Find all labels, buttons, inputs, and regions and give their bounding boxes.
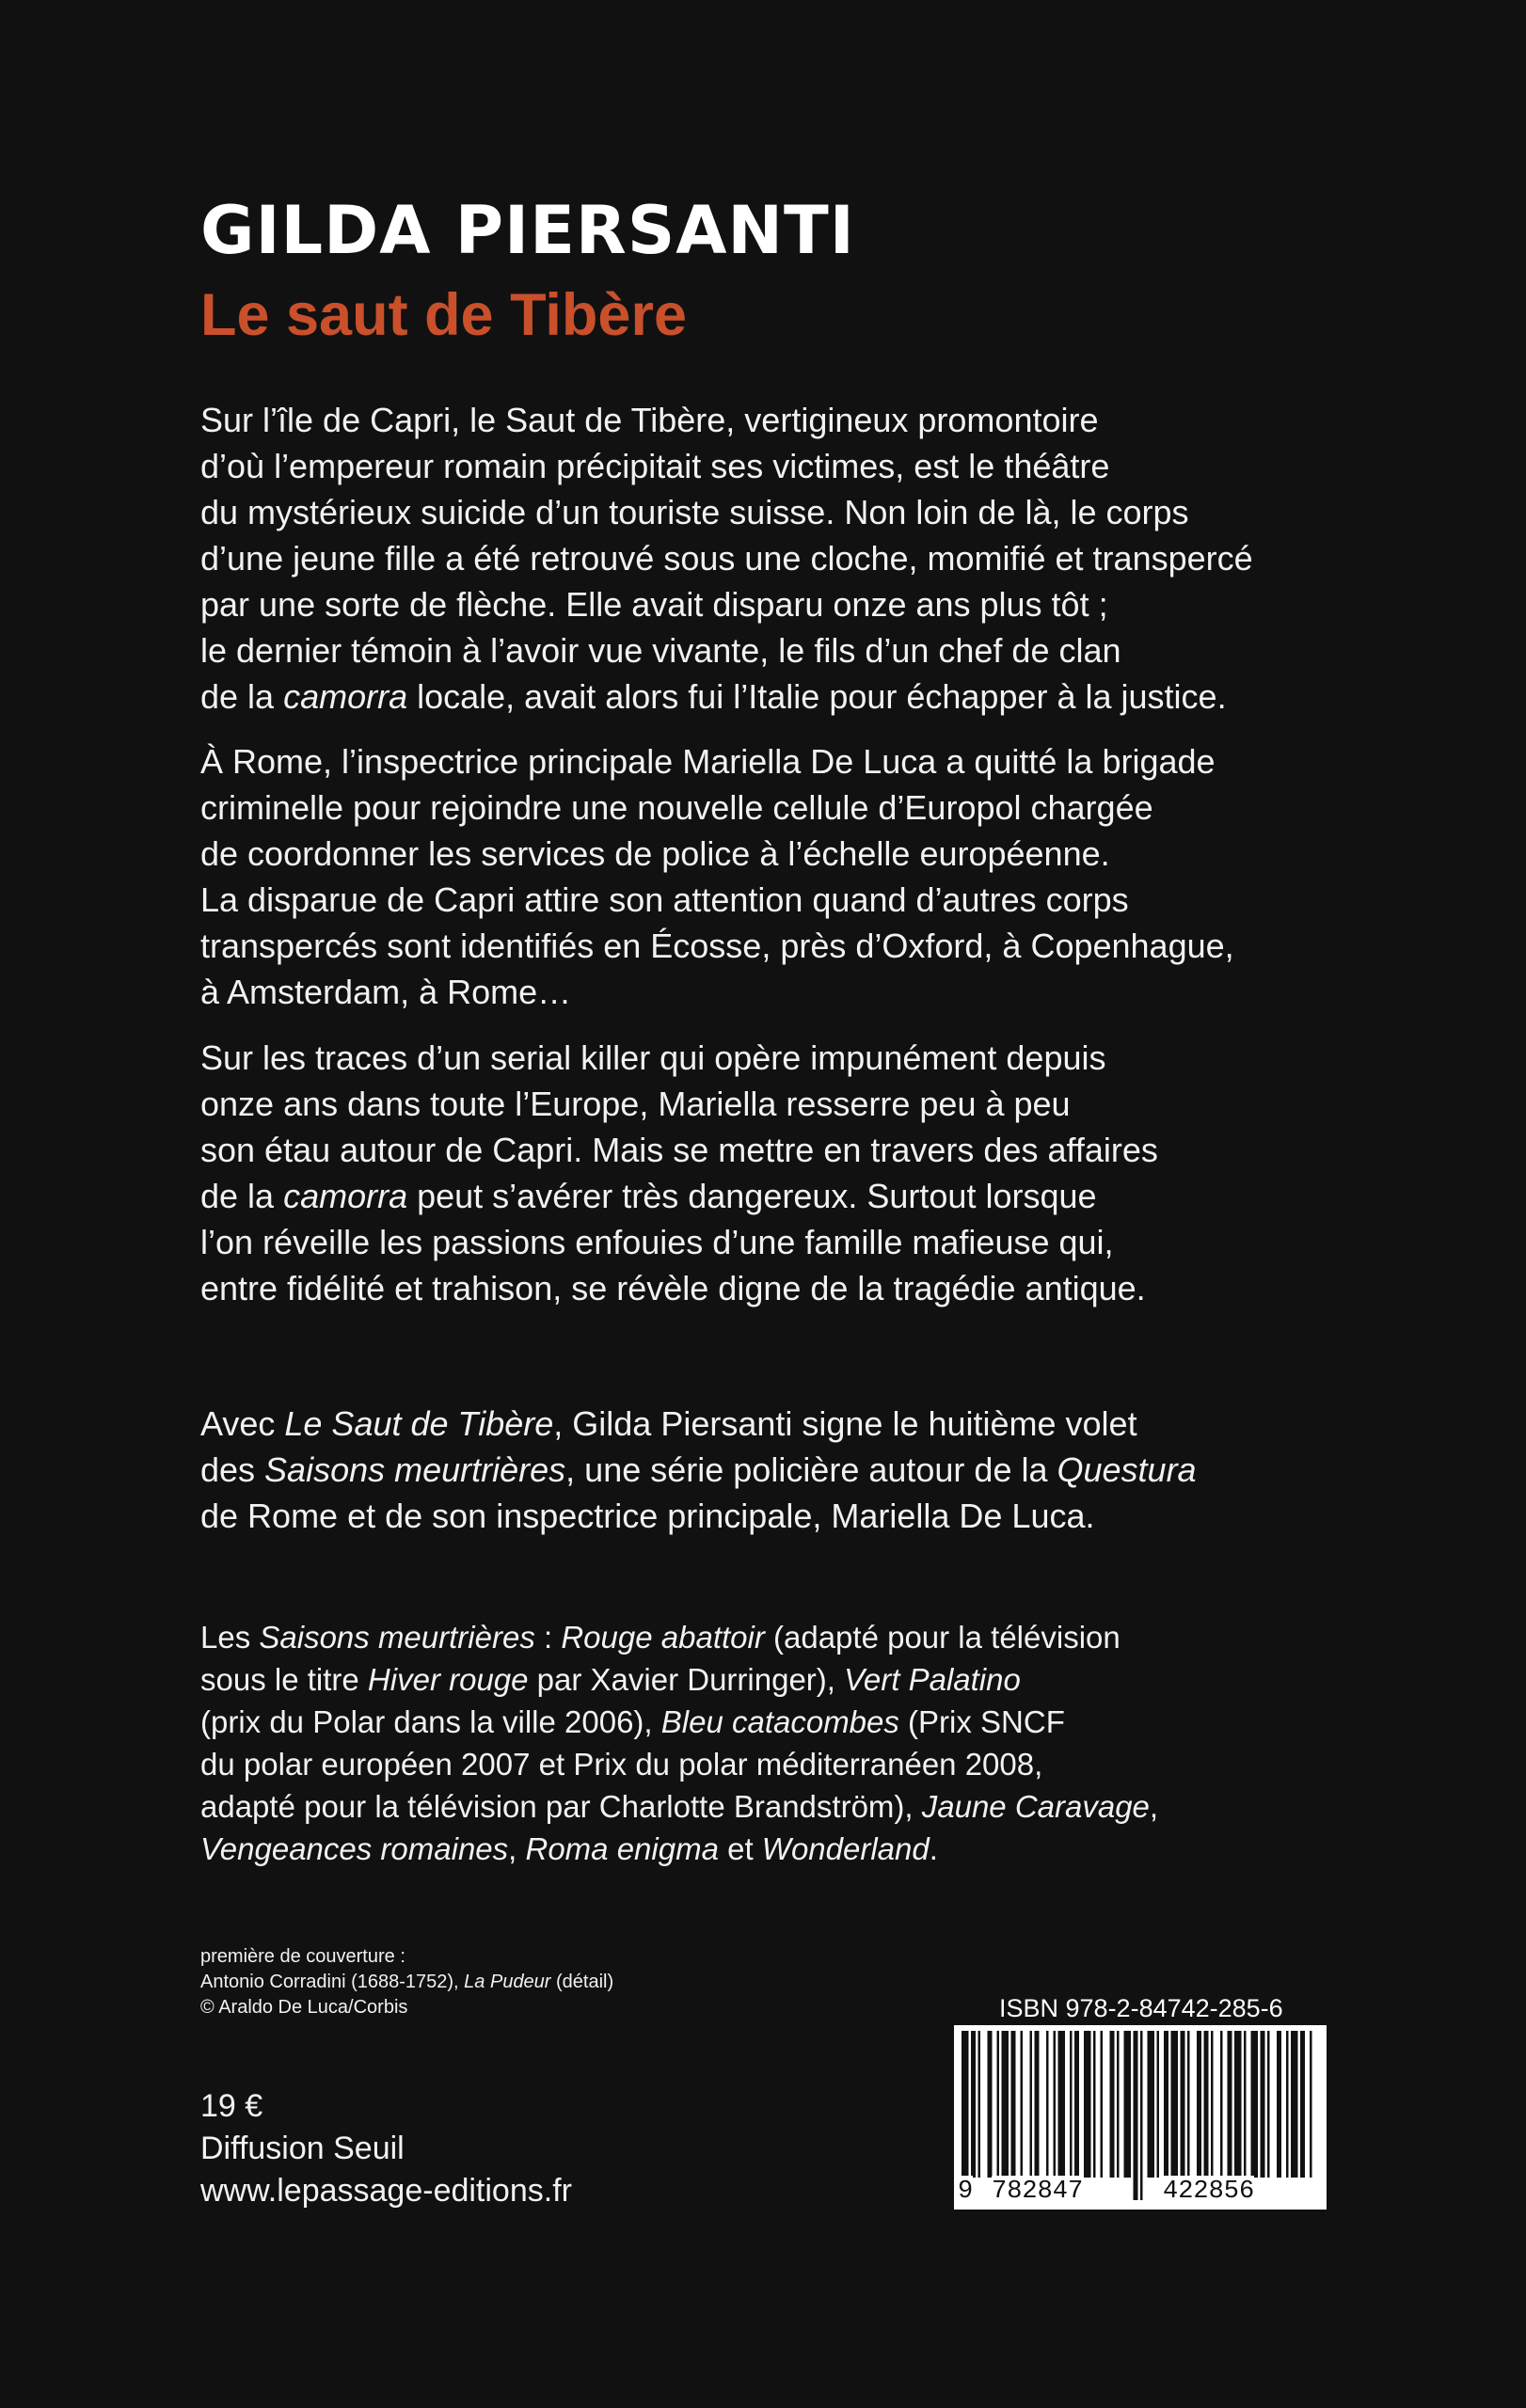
text-line: de Rome et de son inspectrice principale, Mariella De Luca. [200, 1497, 1095, 1535]
text-line: son étau autour de Capri. Mais se mettre en travers des affaires [200, 1131, 1158, 1169]
text-line: adapté pour la télévision par Charlotte Brandström), Jaune Caravage, [200, 1789, 1159, 1824]
publisher-website: www.lepassage-editions.fr [200, 2173, 572, 2209]
text-line: © Araldo De Luca/Corbis [200, 1997, 408, 2018]
barcode-bar [1261, 2031, 1265, 2178]
barcode-bar [1021, 2031, 1024, 2178]
barcode-bar [962, 2031, 969, 2200]
barcode-bar [1204, 2031, 1209, 2178]
barcode-bar [1181, 2031, 1185, 2178]
barcode-bar [1286, 2031, 1289, 2178]
text-line: La disparue de Capri attire son attention quand d’autres corps [200, 880, 1129, 919]
text-line: Les Saisons meurtrières : Rouge abattoir (adapté pour la télévision [200, 1620, 1121, 1655]
barcode-bar [1070, 2031, 1073, 2178]
barcode-bar [1110, 2031, 1115, 2178]
text-line: (prix du Polar dans la ville 2006), Bleu catacombes (Prix SNCF [200, 1704, 1065, 1739]
barcode-bar [1011, 2031, 1016, 2178]
barcode-bar [1002, 2031, 1009, 2178]
barcode-bar [1164, 2031, 1168, 2178]
synopsis-paragraph-2 [200, 738, 1423, 1015]
text-line: de la camorra peut s’avérer très dangereux. Surtout lorsque [200, 1177, 1097, 1215]
barcode-bar [1140, 2031, 1143, 2200]
series-note [200, 1401, 1423, 1539]
barcode-digits-left: 782847 [992, 2178, 1084, 2206]
book-title: Le saut de Tibère [200, 282, 688, 348]
barcode-bar [1197, 2031, 1201, 2178]
barcode-bar [1134, 2031, 1138, 2200]
text-line: d’où l’empereur romain précipitait ses victimes, est le théâtre [200, 447, 1110, 485]
text-line: criminelle pour rejoindre une nouvelle cellule d’Europol chargée [200, 788, 1153, 827]
text-line: d’une jeune fille a été retrouvé sous une cloche, momifié et transpercé [200, 539, 1253, 578]
barcode-bar [971, 2031, 976, 2178]
barcode-digits [954, 2176, 1327, 2208]
text-line: sous le titre Hiver rouge par Xavier Durringer), Vert Palatino [200, 1662, 1021, 1697]
text-line: entre fidélité et trahison, se révèle digne de la tragédie antique. [200, 1269, 1146, 1307]
text-line: Sur les traces d’un serial killer qui opère impunément depuis [200, 1038, 1106, 1077]
barcode-bar [1310, 2031, 1312, 2178]
barcode-bar [1277, 2031, 1281, 2178]
author-name: GILDA PIERSANTI [200, 192, 855, 269]
barcode-bar [1054, 2031, 1057, 2178]
barcode-bar [1148, 2031, 1155, 2178]
barcode-bar [1046, 2031, 1049, 2178]
barcode-bar [1300, 2031, 1305, 2178]
barcode-bar [1267, 2031, 1270, 2178]
text-line: première de couverture : [200, 1946, 405, 1967]
text-line: de la camorra locale, avait alors fui l’Italie pour échapper à la justice. [200, 677, 1227, 716]
text-line: transpercés sont identifiés en Écosse, près d’Oxford, à Copenhague, [200, 927, 1234, 965]
barcode-bar [1187, 2031, 1190, 2178]
synopsis-paragraph-1 [200, 397, 1423, 720]
barcode-bar [1220, 2031, 1223, 2178]
synopsis-paragraph-3 [200, 1035, 1423, 1311]
barcode-bar [1211, 2031, 1214, 2178]
cover-credits [200, 1944, 613, 2020]
distributor: Diffusion Seuil [200, 2131, 405, 2166]
text-line: des Saisons meurtrières, une série policière autour de la Questura [200, 1450, 1197, 1489]
barcode-digits-right: 422856 [1163, 2178, 1255, 2206]
text-line: Sur l’île de Capri, le Saut de Tibère, vertigineux promontoire [200, 401, 1099, 439]
barcode-bar [1101, 2031, 1104, 2178]
barcode-bar [1074, 2031, 1079, 2178]
price-block [200, 2085, 572, 2212]
barcode-digit-first: 9 [958, 2178, 974, 2206]
barcode-bar [1117, 2031, 1120, 2178]
text-line: à Amsterdam, à Rome… [200, 973, 572, 1011]
text-line: Avec Le Saut de Tibère, Gilda Piersanti signe le huitième volet [200, 1404, 1137, 1443]
text-line: du mystérieux suicide d’un touriste suisse. Non loin de là, le corps [200, 493, 1189, 531]
barcode-bar [1234, 2031, 1242, 2178]
text-line: par une sorte de flèche. Elle avait disparu onze ans plus tôt ; [200, 585, 1108, 624]
text-line: l’on réveille les passions enfouies d’une famille mafieuse qui, [200, 1223, 1114, 1261]
barcode-bar [1244, 2031, 1247, 2178]
barcode-bar [1030, 2031, 1033, 2178]
barcode-bar [978, 2031, 981, 2178]
barcode-bar [1058, 2031, 1066, 2178]
text-line: de coordonner les services de police à l’échelle européenne. [200, 834, 1110, 873]
text-line: À Rome, l’inspectrice principale Mariella De Luca a quitté la brigade [200, 742, 1216, 781]
barcode-bar [1171, 2031, 1179, 2178]
barcode-bar [988, 2031, 993, 2178]
barcode [954, 2025, 1327, 2210]
text-line: du polar européen 2007 et Prix du polar méditerranéen 2008, [200, 1747, 1043, 1782]
barcode-bar [1291, 2031, 1298, 2178]
barcode-bar [1251, 2031, 1259, 2178]
barcode-bar [1084, 2031, 1091, 2178]
text-line: onze ans dans toute l’Europe, Mariella resserre peu à peu [200, 1085, 1071, 1123]
barcode-bar [1124, 2031, 1132, 2178]
barcode-bar [1157, 2031, 1160, 2178]
text-line: Antonio Corradini (1688-1752), La Pudeur (détail) [200, 1972, 614, 1992]
series-list [200, 1616, 1423, 1870]
text-line: le dernier témoin à l’avoir vue vivante, le fils d’un chef de clan [200, 631, 1121, 670]
text-line: Vengeances romaines, Roma enigma et Wonderland. [200, 1831, 938, 1866]
barcode-bar [997, 2031, 1000, 2178]
barcode-bar [1035, 2031, 1040, 2178]
isbn-label: ISBN 978-2-84742-285-6 [999, 1994, 1283, 2022]
price: 19 € [200, 2088, 263, 2124]
barcode-bar [1093, 2031, 1096, 2178]
barcode-bar [1228, 2031, 1232, 2178]
